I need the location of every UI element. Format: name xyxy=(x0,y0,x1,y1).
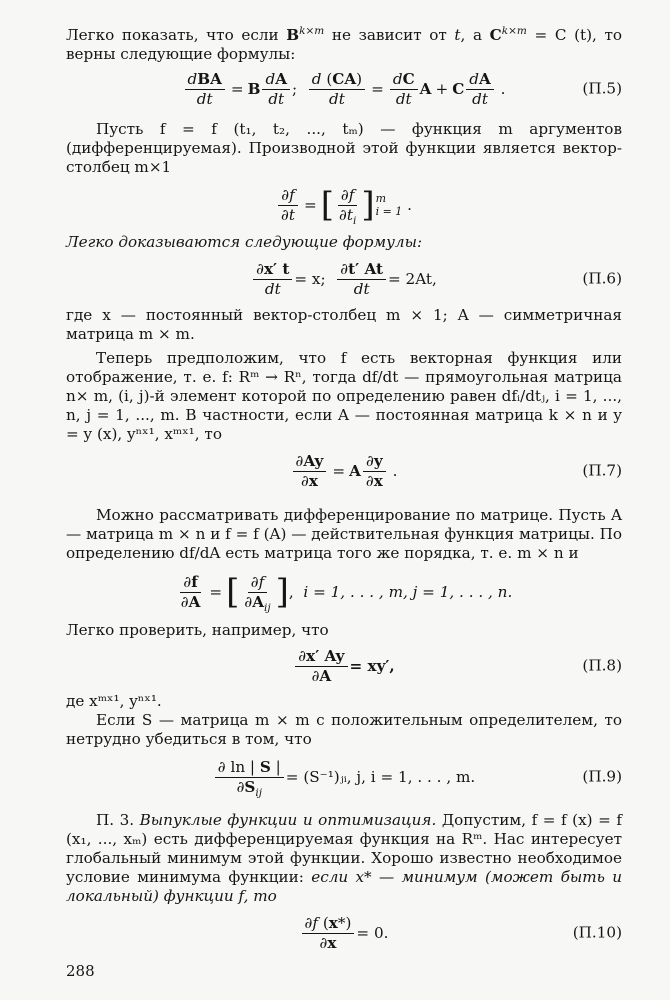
paragraph-9: Если S — матрица m × m с положительным определителем, то нетрудно убедиться в том, что xyxy=(66,711,622,748)
paragraph-2: Пусть f = f (t₁, t₂, ..., tₘ) — функция m аргументов (дифференцируемая). Производной этой функции является вектор-столбец m×1 xyxy=(66,120,622,176)
paragraph-5: Теперь предположим, что f есть векторная функция или отображение, т. е. f: Rᵐ → Rⁿ, тогда df/dt — прямоугольная матрица n× m, (i, j)-й элемент которой по определению равен dfᵢ/dtⱼ, i = 1, ..., n, j = 1, ..., m. В частности, если A — постоянная матрица k × n и y = y (x), yⁿˣ¹, xᵐˣ¹, то xyxy=(66,349,622,443)
paragraph-6: Можно рассматривать дифференцирование по матрице. Пусть A — матрица m × n и f = f (A) — действительная функция матрицы. По определению df/dA есть матрица того же порядка, т. е. m × n и xyxy=(66,506,622,562)
equation-number: (П.9) xyxy=(582,767,622,786)
equation-number: (П.6) xyxy=(582,269,622,288)
page-body xyxy=(66,22,622,960)
equation-number: (П.7) xyxy=(582,461,622,480)
equation-gradient: $\frac{\partial f}{\partial t}$ = [ $\frac{\partial f}{\partial t_i}$ ] m i = 1 . xyxy=(66,177,622,233)
paragraph-10: П. 3. Выпуклые функции и оптимизация. Допустим, f = f (x) = f (x₁, ..., xₘ) есть дифференцируемая функция на Rᵐ. Нас интересует глобальный минимум этой функции. Хорошо известно необходимое условие минимума функции: если x* — минимум (может быть и локальный) функции f, то xyxy=(66,811,623,905)
paragraph-1: Легко показать, что если $B^{k\times m}$ не зависит от t, а $C^{k\times m} = C$ (t), то верны следующие формулы: xyxy=(66,24,623,63)
paragraph-7: Легко проверить, например, что xyxy=(66,621,329,639)
equation-p9: $\frac{\partial \ln | S |}{\partial S_{ij}}$ = (S⁻¹)ⱼᵢ, j, i = 1, . . . , m. (П.9) xyxy=(66,749,622,805)
equation-p5: $\frac{\text{dBA}}{dt}$ = B $\frac{dA}{dt}$ ; $\frac{d (CA)}{dt}$ = $\frac{dC}{dt}$ A + C $\frac{dA}{dt}$ . (П.5) xyxy=(66,64,622,114)
paragraph-8: де xᵐˣ¹, yⁿˣ¹. xyxy=(66,692,162,710)
paragraph-4: где x — постоянный вектор-столбец m × 1; A — симметричная матрица m × m. xyxy=(66,306,622,343)
equation-p10: $\frac{\partial f (x*)}{\partial x}$ = 0. (П.10) xyxy=(66,906,622,960)
page-number: 288 xyxy=(66,962,95,980)
equation-number: (П.5) xyxy=(582,79,622,98)
paragraph-3: Легко доказываются следующие формулы: xyxy=(66,233,423,251)
equation-matrix-derivative: $\frac{\partial f}{\partial A}$ = [ $\frac{\partial f}{\partial A_{ij}}$ ] , i = 1, . . . , m, j = 1, . . . , n. xyxy=(180,572,513,614)
equation-number: (П.10) xyxy=(572,923,622,942)
equation-number: (П.8) xyxy=(582,656,622,675)
equation-p8: $\frac{\partial x' Ay}{\partial A}$ = xy′, (П.8) xyxy=(66,640,622,692)
equation-p7: $\frac{\partial Ay}{\partial x}$ = A $\frac{\partial y}{\partial x}$ . (П.7) xyxy=(66,444,622,498)
equation-p6: $\frac{\partial x' t}{dt}$ = x; $\frac{\partial t' At}{dt}$ = 2At, (П.6) xyxy=(66,252,622,306)
